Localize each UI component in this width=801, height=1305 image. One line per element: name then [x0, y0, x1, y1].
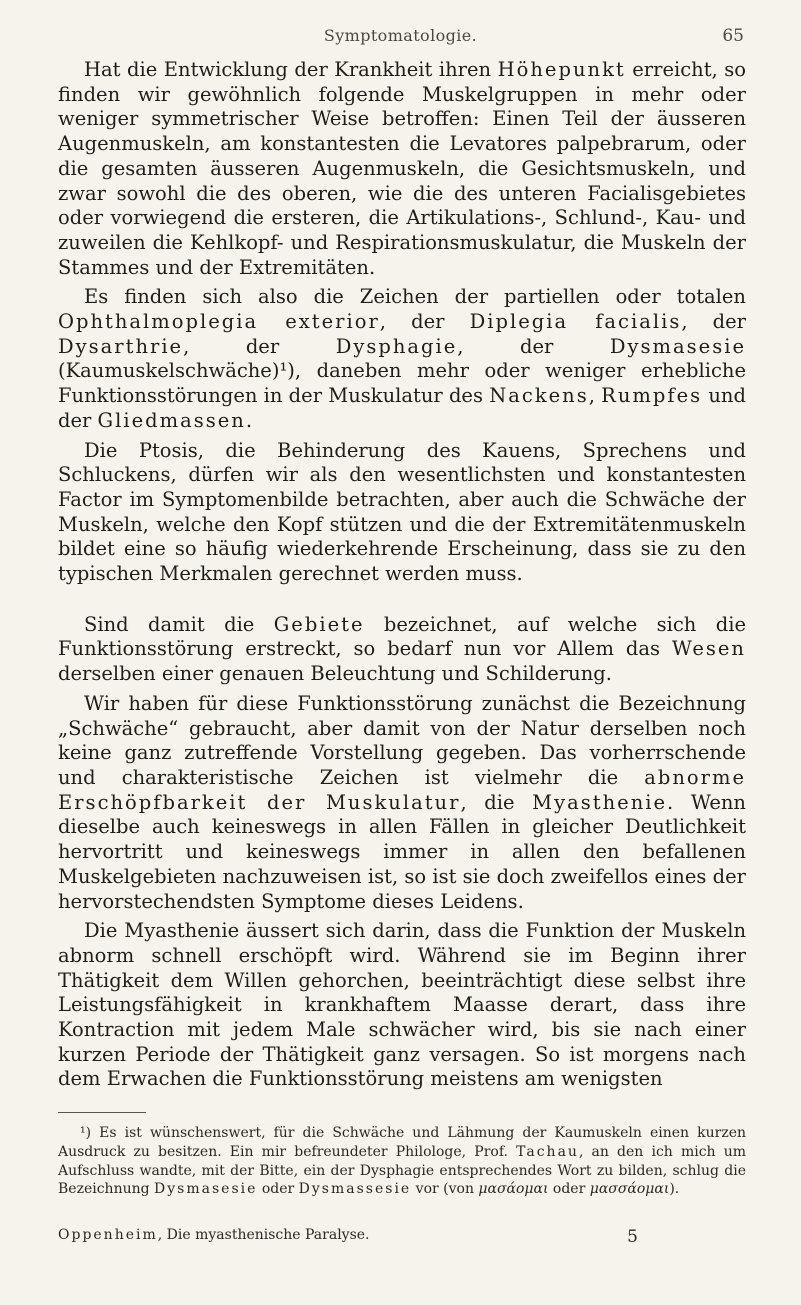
text-run: , der	[457, 334, 610, 358]
emphasized-term: Dysmasesie	[609, 334, 746, 358]
paragraph	[58, 613, 746, 687]
page-header	[0, 26, 801, 48]
paragraph	[58, 439, 746, 587]
emphasized-term: Nackens	[489, 384, 589, 408]
emphasized-term: Dysphagie	[335, 334, 458, 358]
text-run: .	[245, 408, 253, 432]
text-run: derselben einer genauen Beleuchtung und Schilderung.	[58, 662, 612, 686]
text-run: , der	[379, 310, 470, 334]
body-text	[58, 58, 746, 1097]
text-run: bezeichnet, auf welche sich die Funktionsstörung erstreckt, so bedarf nun vor Allem das	[58, 612, 746, 661]
text-run: , der	[681, 310, 747, 334]
running-title: Symptomatologie.	[323, 26, 478, 45]
paragraph	[58, 692, 746, 914]
emphasized-term: Diplegia facialis	[469, 310, 682, 334]
paragraph	[58, 919, 746, 1092]
text-run: , an den ich mich um Aufschluss wandte, mit der Bitte, ein der Dysphagie entsprechendes Wort zu bilden, schlug die Bezeichnung	[58, 1143, 746, 1198]
text-run: oder	[257, 1181, 299, 1198]
emphasized-term: Gebiete	[273, 612, 365, 636]
greek-term: μασσάομαι	[589, 1181, 670, 1198]
text-run: oder	[548, 1181, 590, 1198]
emphasized-term: Ophthalmoplegia exterior	[58, 310, 380, 334]
emphasized-term: Dysarthrie	[58, 334, 184, 358]
text-run: (Kaumuskelschwäche)¹), daneben mehr oder weniger erhebliche Funktionsstörungen in der Muskulatur des	[58, 359, 746, 408]
emphasized-term: Myasthenie	[532, 790, 668, 814]
text-run: erreicht, so finden wir gewöhnlich folgende Muskelgruppen in mehr oder weniger symmetrischer Weise betroffen: Einen Teil der äusseren Augenmuskeln, am konstantesten die Levatores palpebrarum, oder die gesamten äusseren Augenmuskeln, die Gesichtsmuskeln, und zwar sowohl die des oberen, wie die des unteren Facialisgebietes oder vorwiegend die ersteren, die Artikulations-, Schlund-, Kau- und zuweilen die Kehlkopf- und Respirationsmuskulatur, die Muskeln der Stammes und der Extremitäten.	[58, 58, 747, 279]
emphasized-term: Tachau	[516, 1143, 579, 1160]
text-run: ¹) Es ist wünschenswert, für die Schwäche und Lähmung der Kaumuskeln einen kurzen Ausdruck zu besitzen. Ein mir befreundeter Philologe, Prof.	[58, 1125, 746, 1160]
footnotes	[58, 1124, 746, 1199]
text-run: , die	[460, 790, 533, 814]
paragraph	[58, 285, 746, 433]
text-run: , der	[183, 334, 336, 358]
emphasized-term: Höhepunkt	[497, 58, 626, 81]
page-number: 65	[722, 26, 744, 46]
emphasized-term: Gliedmassen	[97, 408, 246, 432]
page-footer	[58, 1227, 746, 1247]
text-run: Die Ptosis, die Behinderung des Kauens, Sprechens und Schluckens, dürfen wir als den wesentlichsten und konstantesten Factor im Symptomenbilde betrachten, aber auch die Schwäche der Muskeln, welche den Kopf stützen und die der Extremitätenmuskeln bildet eine so häufig wiederkehrende Erscheinung, dass sie zu den typischen Merkmalen gerechnet werden muss.	[58, 438, 746, 586]
emphasized-term: Dysmasesie	[154, 1181, 258, 1198]
footnote-divider	[58, 1112, 146, 1113]
greek-term: μασάομαι	[478, 1181, 549, 1198]
paragraph	[58, 58, 746, 280]
emphasized-term: Rumpfes	[601, 384, 703, 408]
emphasized-term: Dysmassesie	[298, 1181, 412, 1198]
footer-title: , Die myasthenische Paralyse.	[157, 1227, 370, 1243]
signature-mark: 5	[627, 1227, 638, 1247]
text-run: und der	[58, 384, 746, 432]
emphasized-term: abnorme Erschöpfbarkeit der Muskulatur	[58, 765, 746, 814]
text-run: Es finden sich also die Zeichen der partiellen oder totalen	[84, 285, 746, 309]
text-run: ,	[588, 384, 602, 408]
emphasized-term: Wesen	[671, 637, 746, 661]
text-run: Die Myasthenie äussert sich darin, dass die Funktion der Muskeln abnorm schnell erschöpft wird. Während sie im Beginn ihrer Thätigkeit dem Willen gehorchen, beeinträchtigt diese selbst ihre Leistungsfähigkeit in krankhaftem Maasse derart, dass ihre Kontraction mit jedem Male schwächer wird, bis sie nach einer kurzen Periode der Thätigkeit ganz versagen. So ist morgens nach dem Erwachen die Funktionsstörung meistens am wenigsten	[58, 919, 746, 1091]
text-run: Wir haben für diese Funktionsstörung zunächst die Bezeichnung „Schwäche“ gebraucht, aber damit von der Natur derselben noch keine ganz zutreffende Vorstellung gegeben. Das vorherrschende und charakteristische Zeichen ist vielmehr die	[58, 691, 746, 789]
text-run: . Wenn dieselbe auch keineswegs in allen Fällen in gleicher Deutlichkeit hervortritt und keineswegs immer in allen den befallenen Muskelgebieten nachzuweisen ist, so ist sie doch zweifellos eines der hervorstechendsten Symptome dieses Leidens.	[58, 790, 746, 913]
text-run: ).	[669, 1181, 680, 1198]
footnote-1	[58, 1124, 746, 1199]
text-run: Sind damit die	[84, 612, 274, 636]
footer-author: Oppenheim	[58, 1227, 158, 1243]
text-run: vor (von	[411, 1181, 479, 1198]
text-run: Hat die Entwicklung der Krankheit ihren	[84, 58, 498, 81]
